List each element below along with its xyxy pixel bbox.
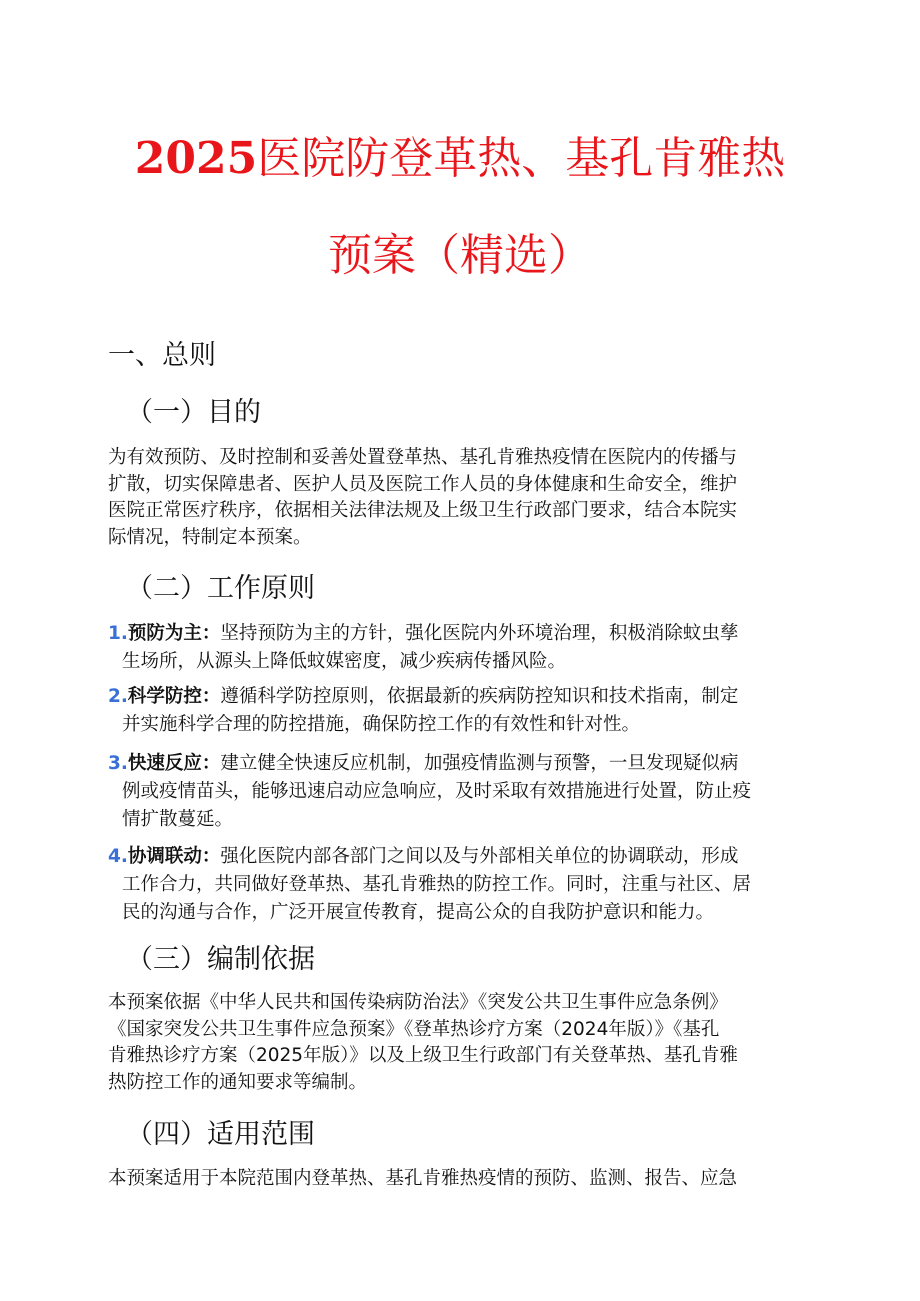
purpose-paragraph bbox=[108, 445, 808, 551]
paragraph-line: 本预案依据《中华人民共和国传染病防治法》《突发公共卫生事件应急条例》 bbox=[108, 992, 728, 1013]
item-number: 2. bbox=[108, 686, 128, 707]
item-text: 强化医院内部各部门之间以及与外部相关单位的协调联动，形成 bbox=[220, 846, 739, 867]
section-heading-general: 一、总则 bbox=[108, 340, 216, 371]
paragraph-line: 际情况，特制定本预案。 bbox=[108, 526, 312, 548]
paragraph-line: 扩散，切实保障患者、医护人员及医院工作人员的身体健康和生命安全，维护 bbox=[108, 473, 738, 495]
item-text: 民的沟通与合作，广泛开展宣传教育，提高公众的自我防护意识和能力。 bbox=[122, 902, 715, 923]
paragraph-line: 医院正常医疗秩序，依据相关法律法规及上级卫生行政部门要求，结合本院实 bbox=[108, 500, 738, 521]
paragraph-line: 为有效预防、及时控制和妥善处置登革热、基孔肯雅热疫情在医院内的传播与 bbox=[108, 447, 738, 468]
item-text: 并实施科学合理的防控措施，确保防控工作的有效性和针对性。 bbox=[122, 714, 641, 735]
principle-item bbox=[108, 750, 818, 834]
item-text: 遵循科学防控原则，依据最新的疾病防控知识和技术指南，制定 bbox=[220, 686, 739, 707]
item-text: 建立健全快速反应机制，加强疫情监测与预警，一旦发现疑似病 bbox=[220, 753, 739, 774]
item-text: 工作合力，共同做好登革热、基孔肯雅热的防控工作。同时，注重与社区、居 bbox=[122, 874, 752, 895]
scope-paragraph bbox=[108, 1166, 808, 1193]
paragraph-line: 热防控工作的通知要求等编制。 bbox=[108, 1071, 368, 1093]
item-number: 4. bbox=[108, 846, 128, 867]
item-number: 1. bbox=[108, 623, 128, 644]
subsection-heading-scope: （四）适用范围 bbox=[126, 1119, 315, 1150]
paragraph-line: 本预案适用于本院范围内登革热、基孔肯雅热疫情的预防、监测、报告、应急 bbox=[108, 1168, 738, 1189]
paragraph-line: 《国家突发公共卫生事件应急预案》《登革热诊疗方案（2024年版）》《基孔 bbox=[108, 1018, 720, 1040]
subsection-heading-purpose: （一）目的 bbox=[126, 397, 261, 428]
item-text: 情扩散蔓延。 bbox=[122, 809, 234, 830]
basis-paragraph bbox=[108, 990, 808, 1096]
document-title-line2: 预案（精选） bbox=[328, 230, 592, 281]
title-line1-text: 医院防登革热、基孔肯雅热 bbox=[257, 133, 786, 184]
item-label: 快速反应： bbox=[127, 753, 221, 774]
item-text: 生场所，从源头上降低蚊媒密度，减少疾病传播风险。 bbox=[122, 651, 567, 672]
item-text: 坚持预防为主的方针，强化医院内外环境治理，积极消除蚊虫孳 bbox=[220, 623, 739, 644]
paragraph-line: 肯雅热诊疗方案（2025年版）》以及上级卫生行政部门有关登革热、基孔肯雅 bbox=[108, 1045, 738, 1066]
item-label: 协调联动： bbox=[127, 846, 221, 867]
subsection-heading-basis: （三）编制依据 bbox=[126, 944, 315, 975]
subsection-heading-principles: （二）工作原则 bbox=[126, 573, 315, 604]
title-year: 2025 bbox=[134, 133, 258, 184]
principle-item bbox=[108, 683, 818, 739]
item-label: 科学防控： bbox=[127, 686, 221, 707]
item-number: 3. bbox=[108, 753, 128, 774]
item-label: 预防为主： bbox=[127, 623, 221, 644]
document-title-line1 bbox=[0, 131, 920, 187]
item-text: 例或疫情苗头，能够迅速启动应急响应，及时采取有效措施进行处置，防止疫 bbox=[122, 781, 752, 802]
principle-item bbox=[108, 620, 818, 676]
principle-item bbox=[108, 843, 818, 927]
